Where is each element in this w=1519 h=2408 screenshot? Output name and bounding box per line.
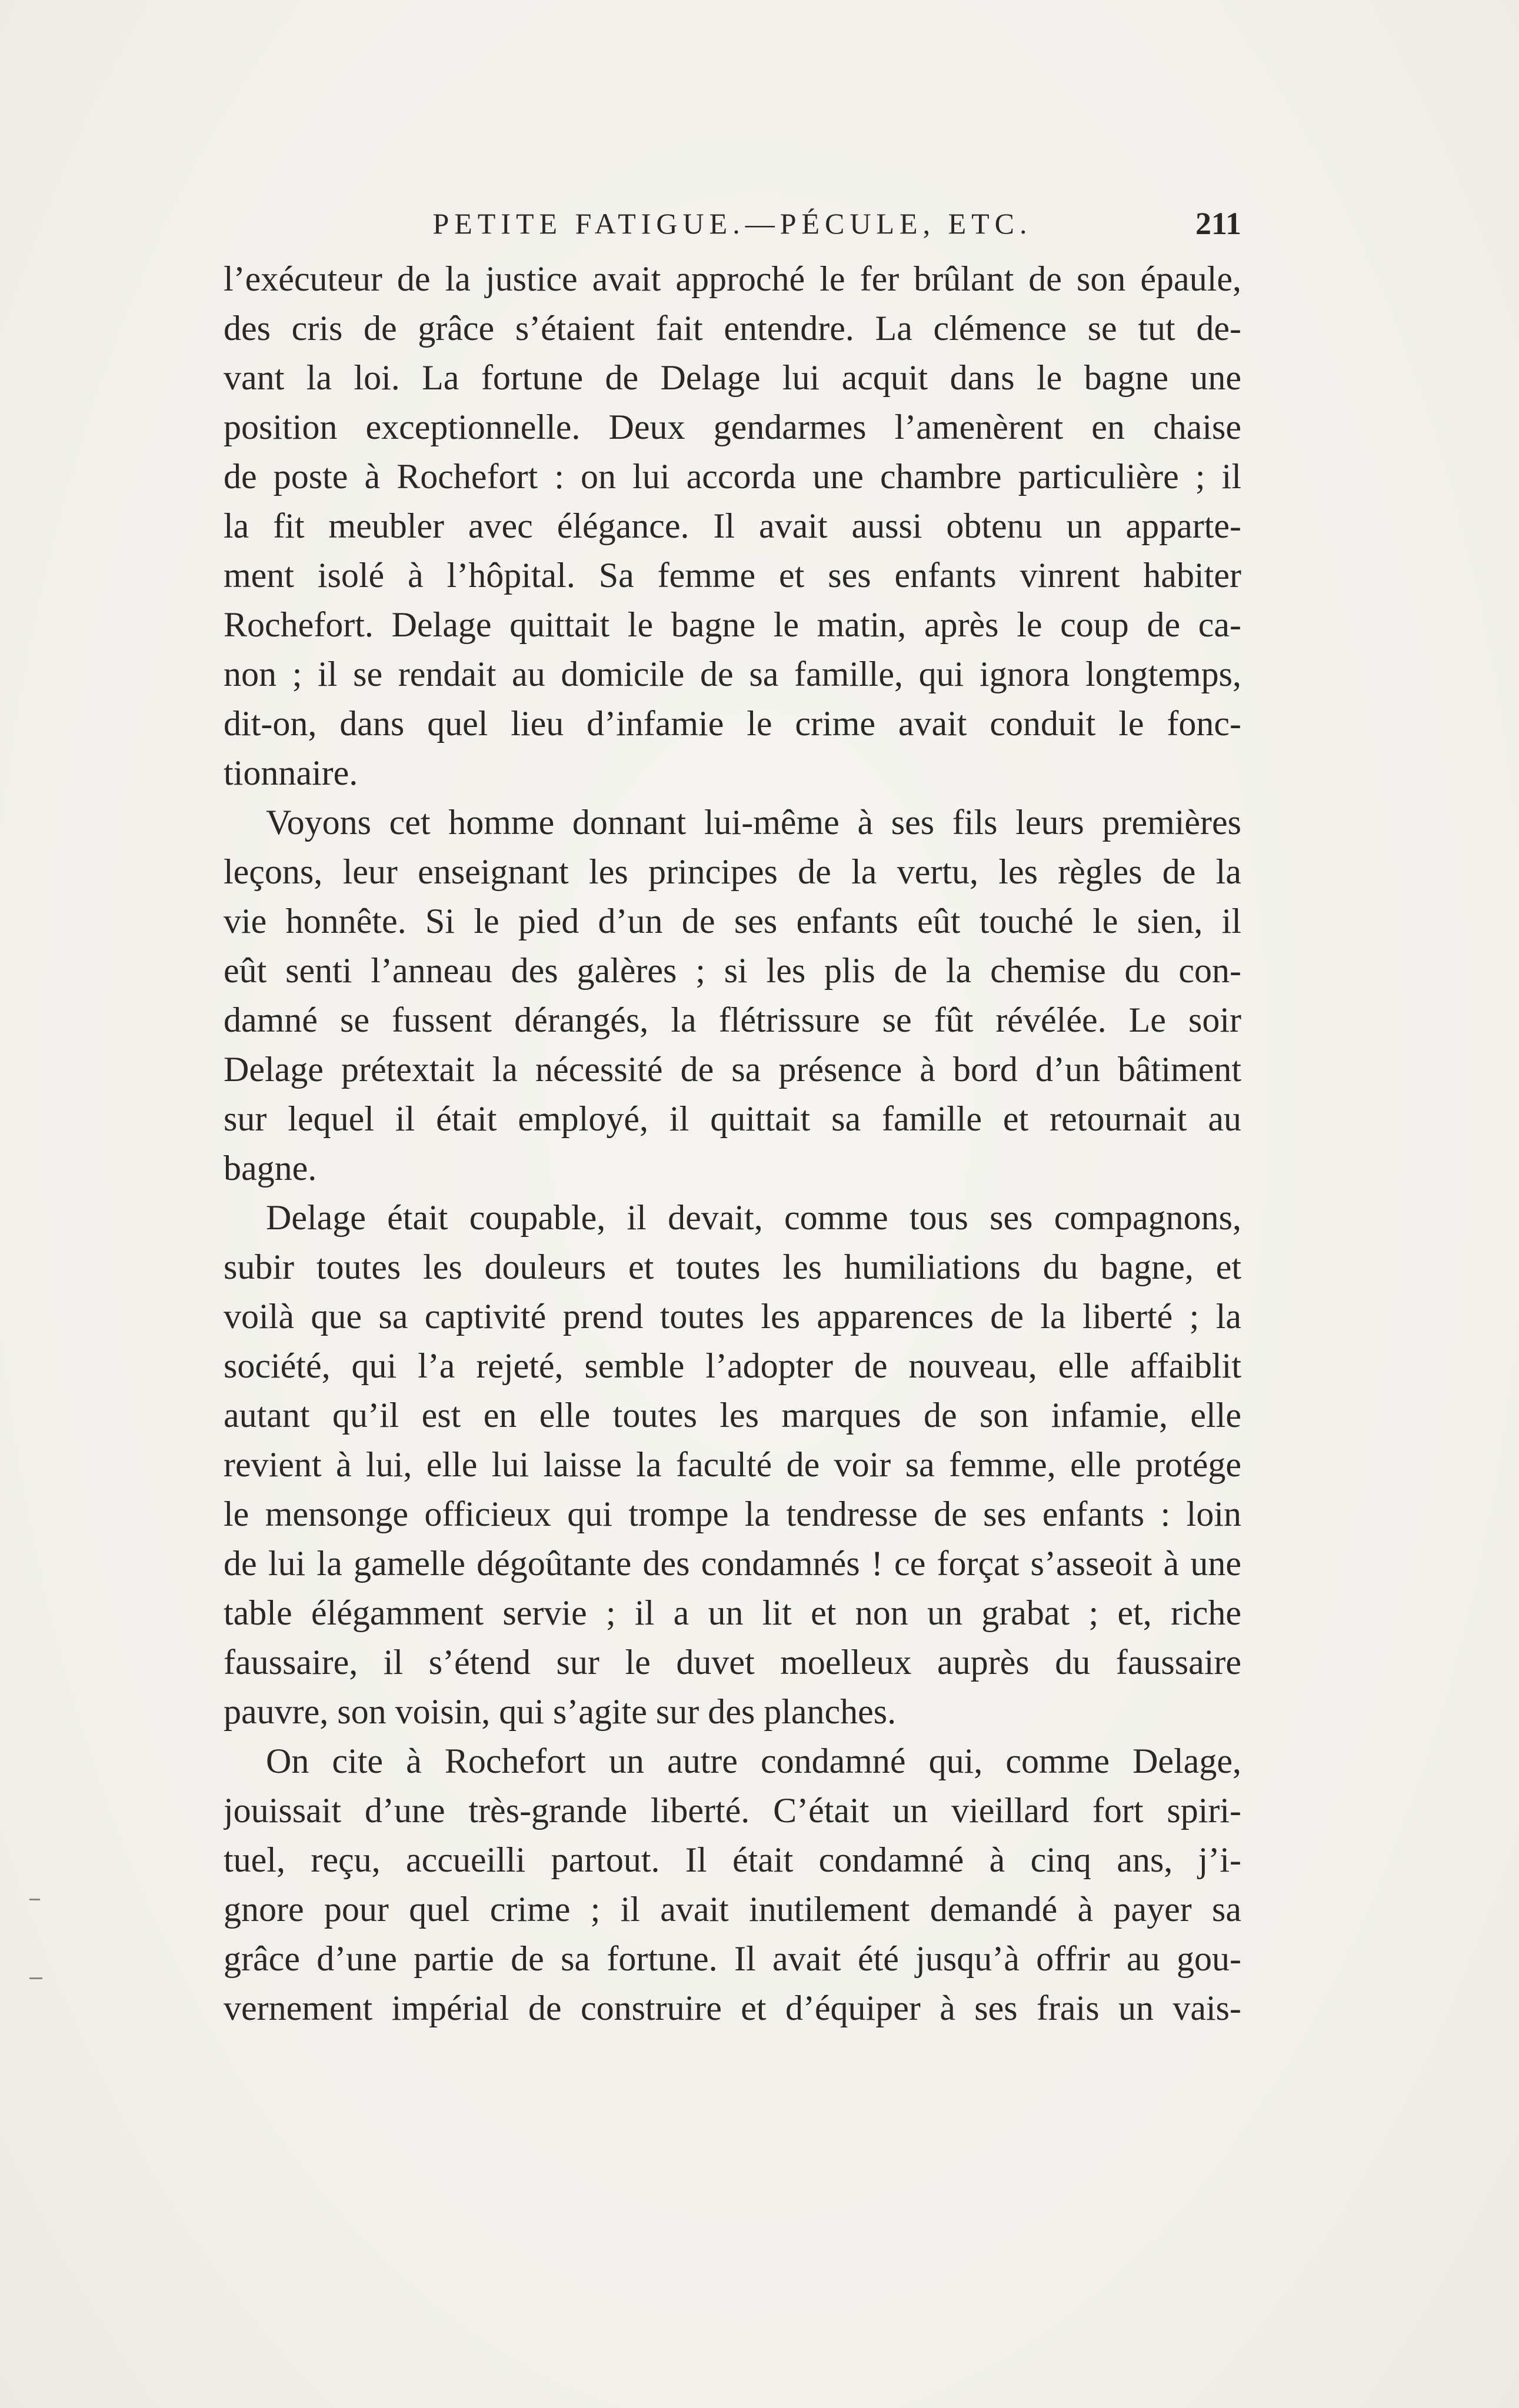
page-header	[224, 200, 1241, 247]
text-line: damné se fussent dérangés, la flétrissure se fût révélée. Le soir	[224, 1000, 1241, 1039]
text-line: Delage prétextait la nécessité de sa présence à bord d’un bâtiment	[224, 1050, 1241, 1089]
text-line: non ; il se rendait au domicile de sa famille, qui ignora longtemps,	[224, 655, 1241, 693]
text-line: grâce d’une partie de sa fortune. Il avait été jusqu’à offrir au gou-	[224, 1939, 1241, 1978]
running-title: PETITE FATIGUE.—PÉCULE, ETC.	[432, 207, 1032, 240]
text-line: la fit meubler avec élégance. Il avait aussi obtenu un apparte-	[224, 506, 1241, 545]
text-line: société, qui l’a rejeté, semble l’adopter de nouveau, elle affaiblit	[224, 1346, 1241, 1385]
text-line: tionnaire.	[224, 753, 358, 792]
text-line: subir toutes les douleurs et toutes les humiliations du bagne, et	[224, 1248, 1241, 1286]
text-line: dit-on, dans quel lieu d’infamie le crime avait conduit le fonc-	[224, 704, 1241, 743]
text-line: Delage était coupable, il devait, comme tous ses compagnons,	[266, 1198, 1241, 1237]
text-line: des cris de grâce s’étaient fait entendre. La clémence se tut de-	[224, 309, 1241, 348]
text-line: autant qu’il est en elle toutes les marques de son infamie, elle	[224, 1396, 1241, 1435]
text-line: tuel, reçu, accueilli partout. Il était condamné à cinq ans, j’i-	[224, 1840, 1241, 1879]
text-line: eût senti l’anneau des galères ; si les plis de la chemise du con-	[224, 951, 1241, 990]
text-line: jouissait d’une très-grande liberté. C’était un vieillard fort spiri-	[224, 1791, 1241, 1830]
text-line: de lui la gamelle dégoûtante des condamnés ! ce forçat s’asseoit à une	[224, 1544, 1241, 1583]
page-number: 211	[1195, 206, 1241, 241]
text-line: position exceptionnelle. Deux gendarmes l’amenèrent en chaise	[224, 408, 1241, 446]
scan-edge-mark	[29, 1899, 40, 1900]
body-text	[224, 254, 1241, 2033]
text-line: vant la loi. La fortune de Delage lui acquit dans le bagne une	[224, 358, 1241, 397]
text-line: pauvre, son voisin, qui s’agite sur des planches.	[224, 1692, 897, 1731]
text-line: vernement impérial de construire et d’équiper à ses frais un vais-	[224, 1989, 1241, 2027]
text-line: Rochefort. Delage quittait le bagne le matin, après le coup de ca-	[224, 605, 1241, 644]
text-line: de poste à Rochefort : on lui accorda une chambre particulière ; il	[224, 457, 1241, 496]
text-line: faussaire, il s’étend sur le duvet moelleux auprès du faussaire	[224, 1643, 1241, 1682]
text-line: Voyons cet homme donnant lui-même à ses fils leurs premières	[266, 803, 1241, 842]
text-line: ment isolé à l’hôpital. Sa femme et ses enfants vinrent habiter	[224, 556, 1241, 595]
text-line: gnore pour quel crime ; il avait inutilement demandé à payer sa	[224, 1890, 1241, 1929]
text-line: sur lequel il était employé, il quittait sa famille et retournait au	[224, 1099, 1241, 1138]
text-line: voilà que sa captivité prend toutes les apparences de la liberté ; la	[224, 1297, 1241, 1336]
text-line: vie honnête. Si le pied d’un de ses enfants eût touché le sien, il	[224, 902, 1241, 940]
text-line: bagne.	[224, 1149, 317, 1188]
text-line: table élégamment servie ; il a un lit et non un grabat ; et, riche	[224, 1593, 1241, 1632]
text-line: leçons, leur enseignant les principes de la vertu, les règles de la	[224, 852, 1241, 891]
text-line: le mensonge officieux qui trompe la tendresse de ses enfants : loin	[224, 1495, 1241, 1533]
text-line: l’exécuteur de la justice avait approché le fer brûlant de son épaule,	[224, 259, 1241, 298]
text-line: On cite à Rochefort un autre condamné qui, comme Delage,	[266, 1742, 1241, 1780]
text-line: revient à lui, elle lui laisse la faculté de voir sa femme, elle protége	[224, 1445, 1241, 1484]
scan-edge-mark	[29, 1977, 42, 1979]
